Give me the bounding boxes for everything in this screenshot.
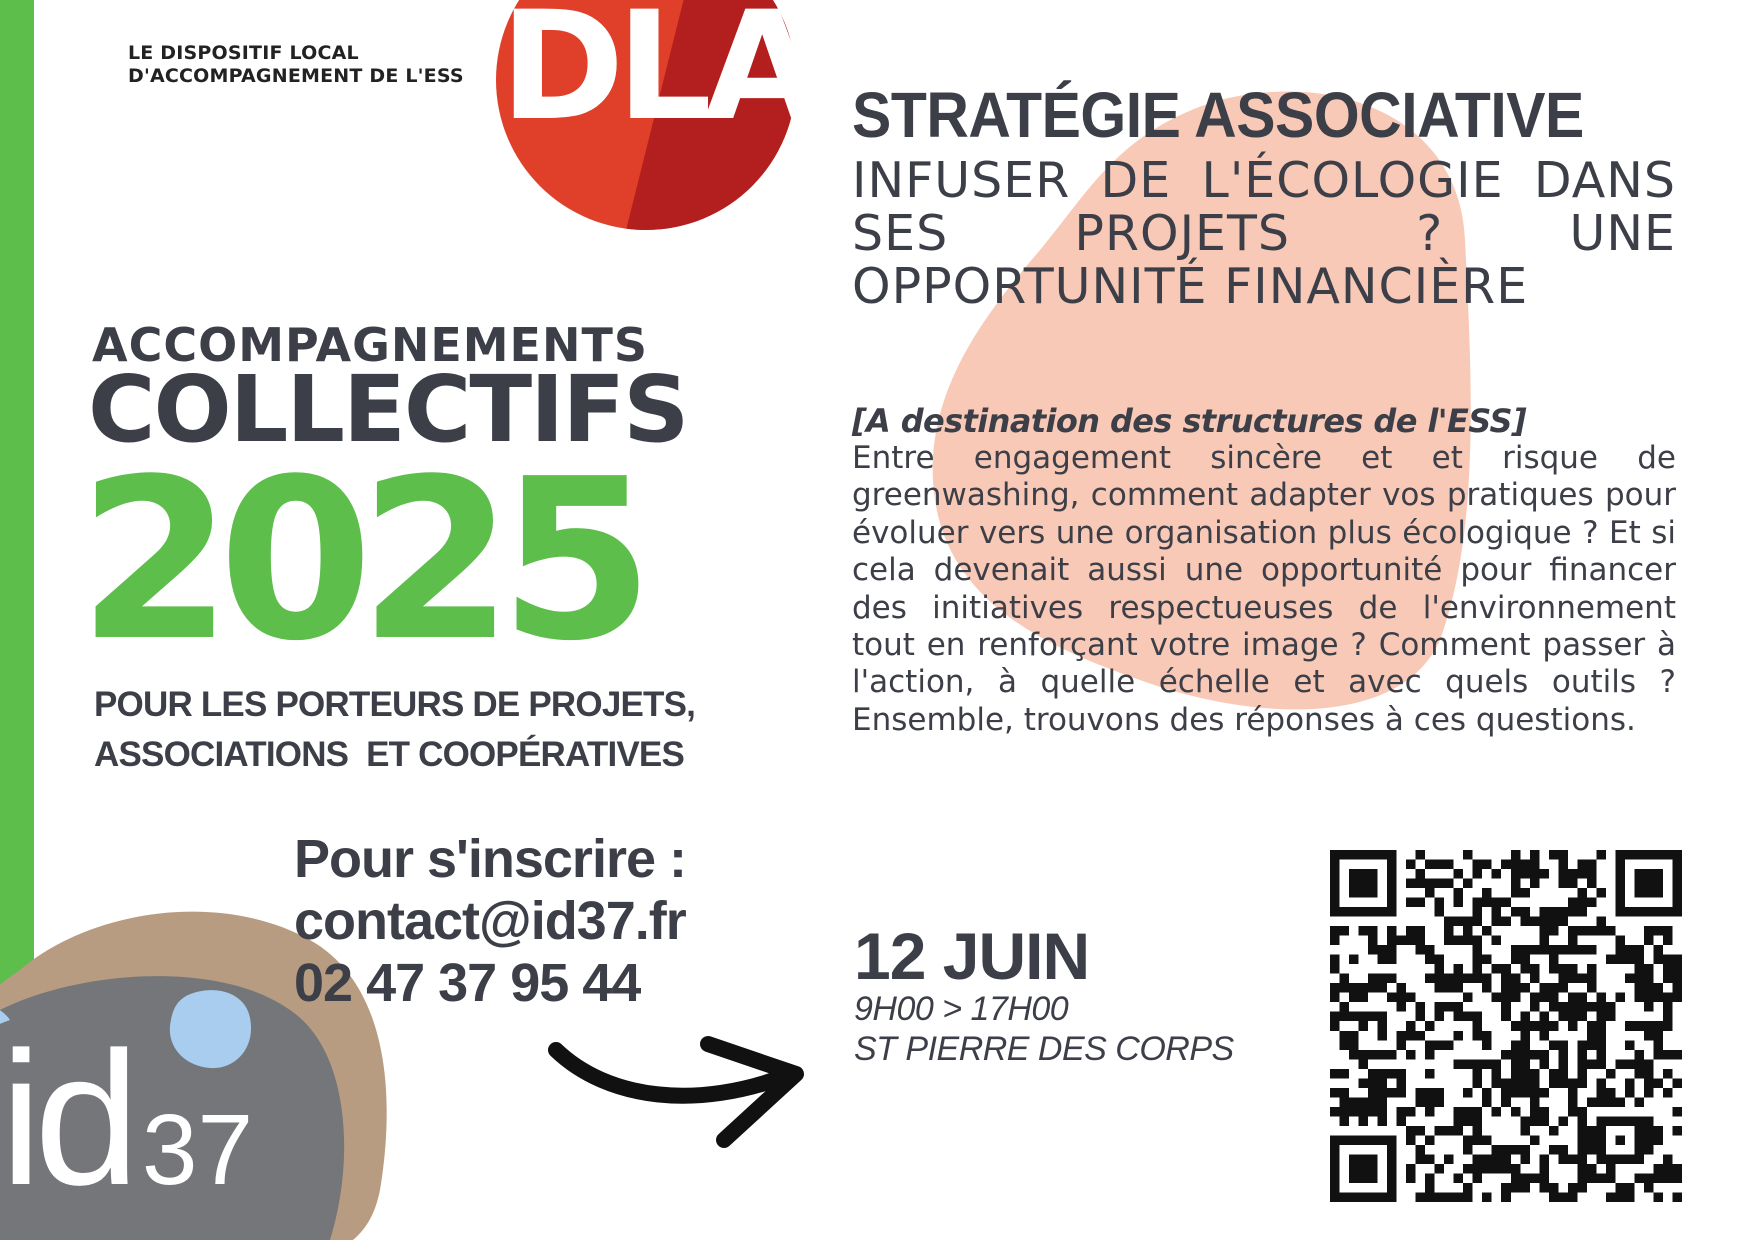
strategy-title: STRATÉGIE ASSOCIATIVE xyxy=(852,79,1584,151)
collectifs-heading: COLLECTIFS xyxy=(88,356,688,463)
event-place: ST PIERRE DES CORPS xyxy=(854,1030,1234,1068)
dla-logo-text: DLA xyxy=(500,0,813,154)
target-audience-tag: [A destination des structures de l'ESS] xyxy=(852,402,1526,440)
signup-block xyxy=(294,828,686,1014)
description-paragraph: Entre engagement sincère et et risque de greenwashing, comment adapter vos pratiques pour évoluer vers une organisation plus écologique ? Et si cela devenait aussi une opportunité pour financer des initiatives respectueuses de l'environnement tout en renforçant votre image ? Comment passer à l'action, à quelle échelle et avec quels outils ? Ensemble, trouvons des réponses à ces questions. xyxy=(852,440,1676,738)
signup-label: Pour s'inscrire : xyxy=(294,829,686,889)
dla-tagline-line1: LE DISPOSITIF LOCAL xyxy=(128,42,359,64)
contact-email[interactable]: contact@id37.fr xyxy=(294,891,686,951)
audience-line1: POUR LES PORTEURS DE PROJETS, xyxy=(94,685,696,724)
year-heading: 2025 xyxy=(78,432,640,690)
accompagnements-heading: ACCOMPAGNEMENTS xyxy=(92,318,648,372)
audience-text xyxy=(94,680,695,780)
green-side-bar xyxy=(0,0,34,1010)
event-date: 12 JUIN xyxy=(854,919,1090,993)
contact-phone[interactable]: 02 47 37 95 44 xyxy=(294,953,641,1013)
curved-arrow-right-icon xyxy=(548,1030,808,1160)
audience-line2: ASSOCIATIONS ET COOPÉRATIVES xyxy=(94,735,685,774)
qr-code[interactable] xyxy=(1330,850,1682,1202)
event-time: 9H00 > 17H00 xyxy=(854,990,1069,1028)
dla-tagline-line2: D'ACCOMPAGNEMENT DE L'ESS xyxy=(128,65,464,87)
strategy-subtitle: INFUSER DE L'ÉCOLOGIE DANS SES PROJETS ? UNE OPPORTUNITÉ FINANCIÈRE xyxy=(852,152,1676,315)
dla-tagline xyxy=(128,42,464,88)
id37-logo-id: id xyxy=(0,1013,132,1225)
id37-logo-text xyxy=(0,1010,253,1228)
id37-logo-num: 37 xyxy=(141,1094,254,1206)
